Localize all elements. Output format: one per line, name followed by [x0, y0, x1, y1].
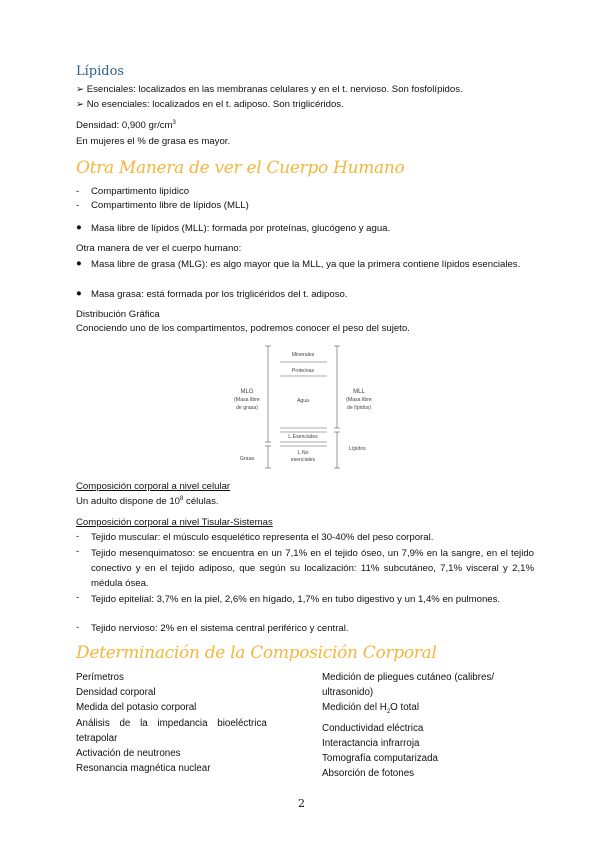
mlg-sub-label-2: de grasa) — [236, 405, 258, 411]
no-esenciales-item — [76, 99, 344, 110]
otra-manera-intro: Otra manera de ver el cuerpo humano: — [76, 243, 242, 254]
method-item: Resonancia magnética nuclear — [76, 763, 211, 775]
esenciales-item — [76, 84, 463, 95]
method-item: Perímetros — [76, 672, 124, 683]
bullet-icon: ● — [76, 288, 82, 299]
densidad-exponent: 3 — [172, 120, 176, 126]
mll-bullet-item — [76, 222, 534, 236]
proteinas-label: Proteínas — [291, 368, 315, 374]
grasa-label: Grasa — [239, 456, 255, 462]
method-item: Absorción de fotones — [322, 768, 415, 780]
densidad-line — [76, 120, 176, 131]
dash-bullet: - — [76, 186, 80, 197]
method-item: Activación de neutrones — [76, 748, 181, 760]
dash-item-mll — [76, 200, 249, 211]
no-esenciales-text: No esenciales: localizados en el t. adiposo. Son triglicéridos. — [86, 99, 344, 110]
dash-bullet: - — [76, 592, 80, 603]
agua-label: Agua — [296, 398, 310, 404]
celular-text-suffix: células. — [183, 496, 219, 508]
mlg-bullet-text: Masa libre de grasa (MLG): es algo mayor que la MLL, ya que la primera contiene lípidos esenciales. — [91, 259, 521, 270]
tisular-heading: Composición corporal a nivel Tisular-Sistemas — [76, 517, 273, 528]
lipidos-esenciales-label: L.Esenciales — [288, 434, 318, 440]
grasa-bullet-text: Masa grasa: está formada por los triglicéridos del t. adiposo. — [91, 289, 348, 300]
distribucion-text: Conociendo uno de los compartimentos, podremos conocer el peso del sujeto. — [76, 323, 410, 334]
densidad-text: Densidad: 0,900 gr/cm — [76, 120, 173, 132]
method-item: tetrapolar — [76, 732, 118, 744]
tisular-item-text: Tejido mesenquimatoso: se encuentra en un 7,1% en el tejido óseo, un 7,9% en la sangre, en el tejido conectivo y en el tejido adiposo, que según su localización: 11% subcutáneo, 7,1% visceral y 2,1% médula ósea. — [91, 548, 534, 589]
mlg-sub-label-1: (Masa libre — [234, 397, 260, 403]
lipidos-heading: Lípidos — [76, 64, 125, 79]
dash-bullet: - — [76, 531, 80, 542]
tisular-item-text: Tejido muscular: el músculo esquelético representa el 30-40% del peso corporal. — [91, 532, 434, 543]
method-item — [322, 700, 494, 720]
distribucion-title: Distribución Gráfica — [76, 309, 160, 320]
tisular-item — [76, 592, 534, 607]
dash-item-text: Compartimento lipídico — [91, 186, 190, 197]
mll-sub-label-2: de lípidos) — [347, 405, 371, 411]
arrow-bullet-icon: ➢ — [76, 99, 85, 110]
dash-item-text: Compartimento libre de lípidos (MLL) — [91, 200, 249, 211]
celular-exponent: 8 — [180, 496, 184, 502]
tisular-item — [76, 622, 534, 636]
arrow-bullet-icon: ➢ — [76, 84, 85, 95]
mlg-bullet-item — [76, 258, 534, 272]
methods-left-column — [76, 670, 285, 776]
method-item-text: Análisis de la impedancia bioeléctrica — [76, 717, 267, 729]
dash-item-lipidico — [76, 186, 190, 197]
mll-sub-label-1: (Masa libre — [346, 397, 372, 403]
method-item: Tomografía computarizada — [322, 752, 438, 764]
tisular-item — [76, 531, 534, 545]
method-item: Densidad corporal — [76, 687, 156, 699]
h2o-subscript: 2 — [386, 709, 391, 716]
mujeres-line: En mujeres el % de grasa es mayor. — [76, 136, 231, 147]
method-item — [76, 716, 285, 731]
bullet-icon: ● — [76, 258, 82, 269]
dash-bullet: - — [76, 200, 80, 211]
methods-right-column — [322, 670, 494, 781]
minerales-label: Minerales — [291, 352, 315, 358]
mll-bullet-text: Masa libre de lípidos (MLL): formada por proteínas, glucógeno y agua. — [91, 223, 391, 234]
celular-text-prefix: Un adulto dispone de 10 — [76, 496, 181, 508]
grasa-bullet-item — [76, 288, 534, 302]
h2o-prefix: Medición del H — [322, 702, 387, 714]
determinacion-heading: Determinación de la Composición Corporal — [76, 643, 437, 663]
tisular-item — [76, 546, 534, 591]
celular-heading: Composición corporal a nivel celular — [76, 481, 231, 492]
lipidos-no-label-1: L.No — [297, 450, 309, 456]
bullet-icon: ● — [76, 222, 82, 233]
mll-label: MLL — [353, 389, 365, 395]
method-item: Medida del potasio corporal — [76, 702, 197, 714]
celular-text — [76, 496, 219, 507]
method-item: ultrasonido) — [322, 687, 374, 699]
tisular-item-text: Tejido nervioso: 2% en el sistema central periférico y central. — [91, 623, 349, 634]
otra-manera-heading: Otra Manera de ver el Cuerpo Humano — [76, 158, 405, 178]
page-number: 2 — [298, 797, 305, 810]
method-item: Interactancia infrarroja — [322, 737, 420, 749]
tisular-item-text: Tejido epitelial: 3,7% en la piel, 2,6% en hígado, 1,7% en tubo digestivo y un 1,4% en pulmones. — [91, 594, 501, 605]
composition-diagram — [225, 342, 385, 472]
mlg-label: MLG — [240, 389, 254, 395]
lipidos-label: Lípidos — [349, 446, 366, 452]
lipidos-no-label-2: esenciales — [290, 457, 316, 463]
h2o-suffix: O total — [390, 702, 420, 714]
dash-bullet: - — [76, 622, 80, 633]
method-item: Medición de pliegues cutáneo (calibres/ — [322, 672, 495, 683]
dash-bullet: - — [76, 546, 80, 557]
esenciales-text: Esenciales: localizados en las membranas celulares y en el t. nervioso. Son fosfolípidos. — [86, 84, 463, 95]
method-item: Conductividad eléctrica — [322, 722, 424, 734]
